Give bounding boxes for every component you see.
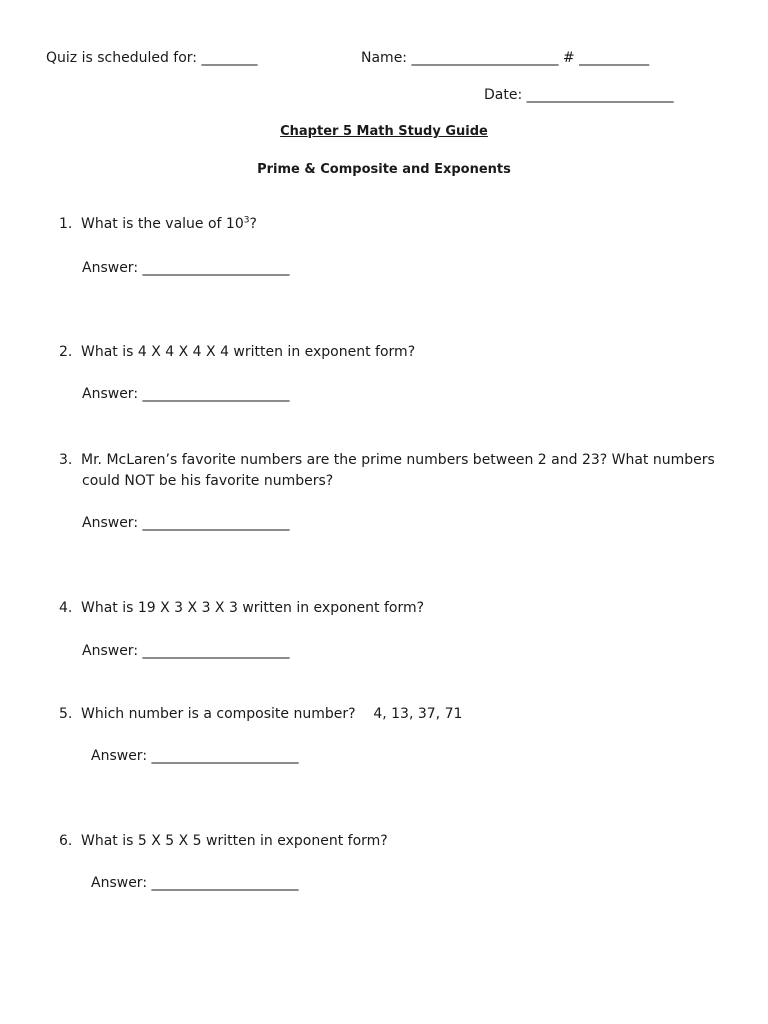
question-text-end: ? bbox=[249, 216, 257, 232]
question-text: Mr. McLaren’s favorite numbers are the prime numbers between 2 and 23? What numbers bbox=[81, 452, 715, 468]
question-text: Which number is a composite number? 4, 13, 37, 71 bbox=[81, 706, 463, 722]
question-number: 3. bbox=[59, 452, 73, 468]
question-3-continued: could NOT be his favorite numbers? bbox=[82, 473, 334, 489]
question-5 bbox=[59, 705, 462, 723]
question-text: What is 19 X 3 X 3 X 3 written in exponent form? bbox=[81, 600, 425, 616]
question-text: What is 5 X 5 X 5 written in exponent form? bbox=[81, 833, 388, 849]
question-4 bbox=[59, 599, 424, 617]
question-1 bbox=[59, 215, 257, 233]
name-field-label: Name: _____________________ # __________ bbox=[361, 50, 650, 66]
quiz-scheduled-label: Quiz is scheduled for: ________ bbox=[46, 50, 258, 66]
question-number: 2. bbox=[59, 344, 73, 360]
question-3 bbox=[59, 451, 715, 469]
answer-line-3: Answer: _____________________ bbox=[82, 515, 290, 531]
answer-line-2: Answer: _____________________ bbox=[82, 386, 290, 402]
question-2 bbox=[59, 343, 415, 361]
question-text: What is 4 X 4 X 4 X 4 written in exponent form? bbox=[81, 344, 416, 360]
answer-line-4: Answer: _____________________ bbox=[82, 643, 290, 659]
question-number: 4. bbox=[59, 600, 73, 616]
question-number: 1. bbox=[59, 216, 73, 232]
page-subtitle: Prime & Composite and Exponents bbox=[257, 162, 511, 177]
question-number: 5. bbox=[59, 706, 73, 722]
answer-line-5: Answer: _____________________ bbox=[91, 748, 299, 764]
question-text: What is the value of 10 bbox=[81, 216, 244, 232]
answer-line-6: Answer: _____________________ bbox=[91, 875, 299, 891]
question-6 bbox=[59, 832, 388, 850]
exponent-superscript: 3 bbox=[243, 215, 250, 226]
page-title: Chapter 5 Math Study Guide bbox=[280, 124, 488, 139]
question-number: 6. bbox=[59, 833, 73, 849]
answer-line-1: Answer: _____________________ bbox=[82, 260, 290, 276]
date-field-label: Date: _____________________ bbox=[484, 87, 674, 103]
